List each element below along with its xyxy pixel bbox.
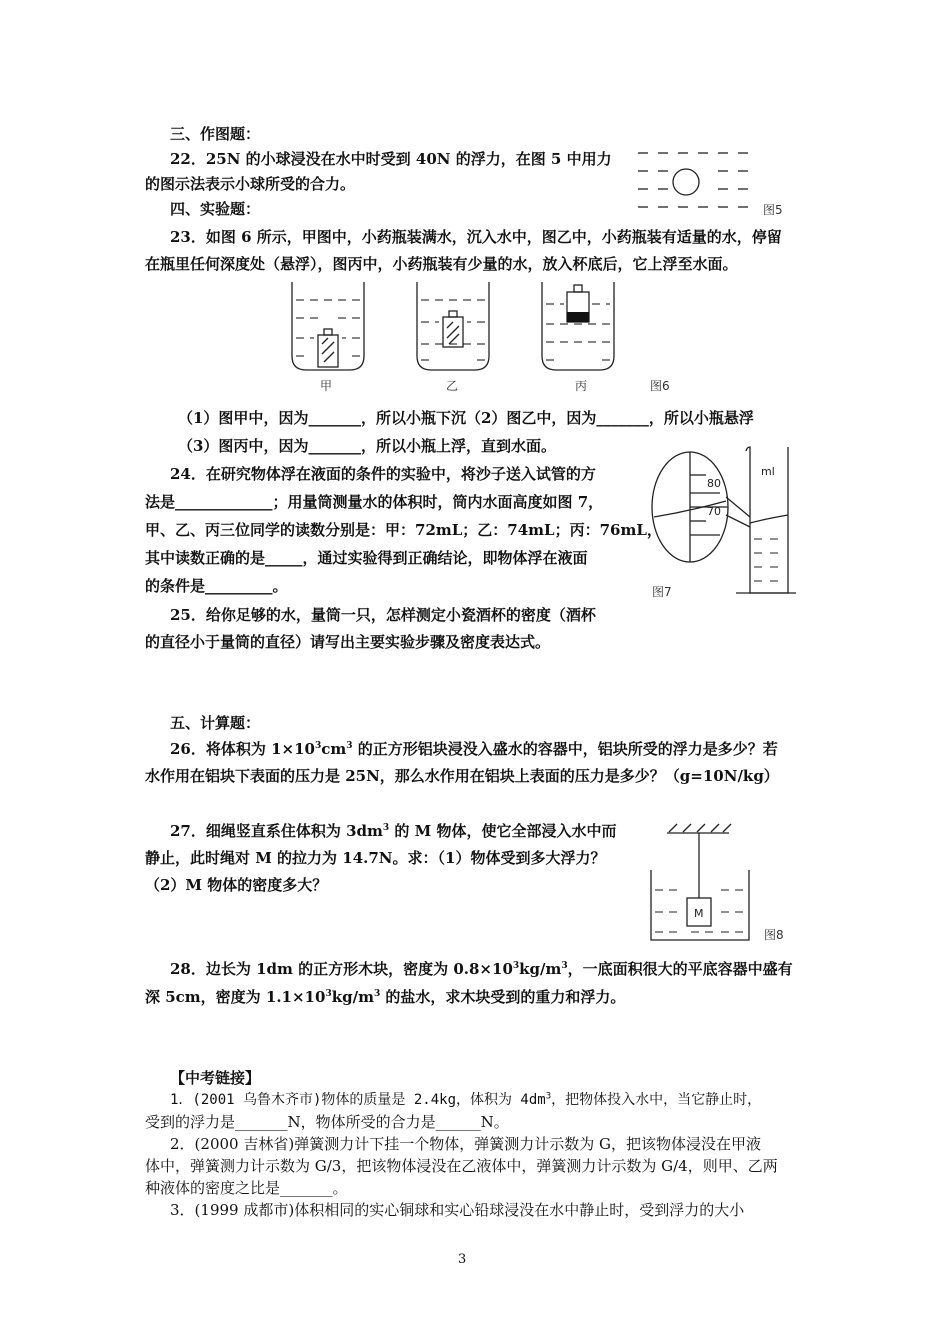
figure-8 (645, 818, 760, 946)
q24-line5: 的条件是_________。 (145, 577, 288, 595)
figure-7 (650, 445, 800, 605)
q27-line2: 静止，此时绳对 M 的拉力为 14.7N。求：（1）物体受到多大浮力？ (145, 849, 606, 867)
fig7-unit-ml: ml (761, 465, 775, 478)
q24-line2: 法是_____________；用量筒测量水的体积时，筒内水面高度如图 7， (145, 493, 604, 511)
q27-line1: 27．细绳竖直系住体积为 $3dm^3$ 的 M 物体，使它全部浸入水中而 (170, 822, 617, 840)
q28-line2: 深 5cm，密度为 $1.1\times 10^3kg/m^3$ 的盐水，求木块受到的重力和浮力。 (145, 988, 626, 1006)
fig6-label-a: 甲 (320, 379, 333, 393)
fig8-label: 图8 (764, 928, 784, 942)
section-heading-link: 【中考链接】 (170, 1069, 261, 1087)
section-heading-calc: 五、计算题： (170, 714, 261, 732)
link-q2-line2: 体中，弹簧测力计示数为 G/3，把该物体浸没在乙液体中，弹簧测力计示数为 G/4，则甲、乙两 (145, 1157, 778, 1175)
ball-shape (673, 169, 699, 195)
link-q3-line1: 3．(1999 成都市)体积相同的实心铜球和实心铅球浸没在水中静止时，受到浮力的大小 (170, 1201, 745, 1219)
q24-line3: 甲、乙、丙三位同学的读数分别是：甲：72mL；乙：74mL；丙：76mL， (145, 521, 662, 539)
link-q1-line2: 受到的浮力是_______N，物体所受的合力是______N。 (145, 1113, 509, 1131)
q27-line3: （2）M 物体的密度多大？ (145, 876, 328, 894)
fig8-object-m: M (694, 907, 704, 920)
q23-line2: 在瓶里任何深度处（悬浮），图丙中，小药瓶装有少量的水，放入杯底后，它上浮至水面。 (145, 255, 738, 273)
q22-line2: 的图示法表示小球所受的合力。 (145, 175, 356, 193)
q24-line4: 其中读数正确的是_____，通过实验得到正确结论，即物体浮在液面 (145, 549, 588, 567)
q25-line2: 的直径小于量筒的直径）请写出主要实验步骤及密度表达式。 (145, 633, 551, 651)
q24-line1: 24．在研究物体浮在液面的条件的实验中，将沙子送入试管的方 (170, 465, 596, 483)
section-heading-experiment: 四、实验题： (170, 200, 261, 218)
q26-line2: 水作用在铝块下表面的压力是 25N，那么水作用在铝块上表面的压力是多少？（g=10N/kg） (145, 767, 779, 785)
fig6-label-c: 丙 (575, 379, 588, 393)
link-q2-line1: 2．(2000 吉林省)弹簧测力计下挂一个物体，弹簧测力计示数为 G，把该物体浸没在甲液 (170, 1135, 761, 1153)
q23-line4: （3）图丙中，因为_______，所以小瓶上浮，直到水面。 (178, 437, 556, 455)
section-heading-drawing: 三、作图题： (170, 125, 261, 143)
fig7-tick-70: 70 (707, 505, 721, 518)
link-q2-line3: 种液体的密度之比是_______。 (145, 1179, 348, 1197)
link-q1-line1: 1．(2001 乌鲁木齐市)物体的质量是 2.4kg，体积为 $4dm^3$，把物体投入水中，当它静止时， (170, 1091, 762, 1108)
fig6-label-b: 乙 (446, 379, 459, 393)
fig7-label: 图7 (652, 585, 672, 599)
figure-6 (280, 280, 680, 378)
q23-line3: （1）图甲中，因为_______，所以小瓶下沉（2）图乙中，因为_______，所以小瓶悬浮 (178, 409, 754, 427)
fig7-tick-80: 80 (707, 477, 721, 490)
fig6-label: 图6 (650, 379, 670, 393)
q28-line1: 28．边长为 1dm 的正方形木块，密度为 $0.8\times 10^3kg/m^3$，一底面积很大的平底容器中盛有 (170, 960, 793, 978)
fig5-label: 图5 (763, 203, 783, 217)
page-number: 3 (458, 1252, 467, 1267)
q26-line1: 26．将体积为 $1\times 10^3cm^3$ 的正方形铝块浸没入盛水的容器中，铝块所受的浮力是多少？若 (170, 740, 778, 758)
q23-line1: 23．如图 6 所示，甲图中，小药瓶装满水，沉入水中，图乙中，小药瓶装有适量的水，停留 (170, 228, 782, 246)
q25-line1: 25．给你足够的水，量筒一只，怎样测定小瓷酒杯的密度（酒杯 (170, 606, 596, 624)
q22-line1: 22．25N 的小球浸没在水中时受到 40N 的浮力，在图 5 中用力 (170, 150, 612, 168)
